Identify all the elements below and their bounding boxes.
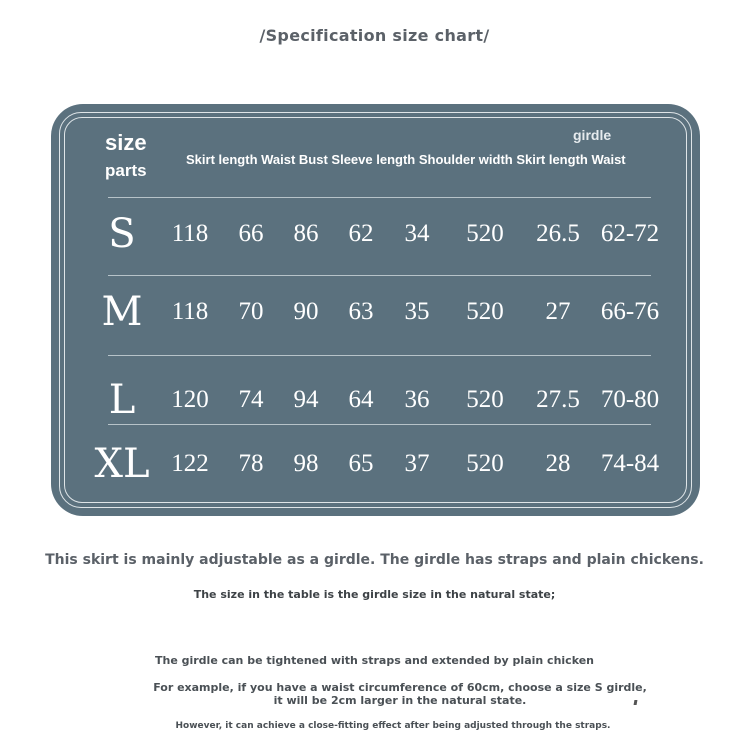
note-adjustable: This skirt is mainly adjustable as a girdle. The girdle has straps and plain chickens. — [45, 552, 704, 568]
table-cell: 520 — [466, 450, 504, 477]
table-cell: 118 — [171, 220, 209, 247]
table-cell: 62 — [348, 220, 374, 247]
table-cell: 26.5 — [536, 220, 580, 247]
size-chart-card — [51, 104, 700, 516]
table-cell: 74 — [238, 386, 264, 413]
header-girdle: girdle — [573, 127, 612, 143]
page-title: /Specification size chart/ — [259, 26, 490, 45]
size-label: L — [108, 377, 136, 423]
table-cell: 35 — [404, 298, 430, 325]
row-divider — [108, 424, 651, 425]
table-cell: 27.5 — [536, 386, 580, 413]
size-label: XL — [94, 441, 150, 487]
table-cell: 520 — [466, 298, 504, 325]
table-cell: 120 — [171, 386, 209, 413]
header-parts: parts — [105, 161, 147, 180]
table-cell: 27 — [545, 298, 571, 325]
table-cell: 70 — [238, 298, 264, 325]
table-cell: 94 — [293, 386, 319, 413]
row-divider — [108, 355, 651, 356]
table-cell: 74-84 — [600, 450, 660, 477]
table-cell: 520 — [466, 220, 504, 247]
table-cell: 28 — [545, 450, 571, 477]
table-cell: 65 — [348, 450, 374, 477]
table-cell: 78 — [238, 450, 264, 477]
table-cell: 66 — [238, 220, 264, 247]
table-cell: 36 — [404, 386, 430, 413]
table-cell: 122 — [171, 450, 209, 477]
size-label: M — [101, 289, 143, 335]
note-natural-state: The size in the table is the girdle size in the natural state; — [193, 588, 556, 601]
table-cell: 90 — [293, 298, 319, 325]
table-cell: 118 — [171, 298, 209, 325]
row-divider — [108, 197, 651, 198]
header-size: size — [105, 130, 147, 155]
table-cell: 62-72 — [600, 220, 660, 247]
note-example: For example, if you have a waist circumference of 60cm, choose a size S girdle, it will be 2cm larger in the natural state. — [153, 681, 647, 707]
table-cell: 34 — [404, 220, 430, 247]
size-label: S — [108, 211, 136, 257]
table-cell: 64 — [348, 386, 374, 413]
table-cell: 86 — [293, 220, 319, 247]
table-cell: 66-76 — [600, 298, 660, 325]
table-cell: 520 — [466, 386, 504, 413]
note-close-fitting: However, it can achieve a close-fitting effect after being adjusted through the straps. — [175, 721, 611, 731]
table-cell: 98 — [293, 450, 319, 477]
table-cell: 63 — [348, 298, 374, 325]
row-divider — [108, 275, 651, 276]
table-cell: 37 — [404, 450, 430, 477]
note-tightened: The girdle can be tightened with straps and extended by plain chicken — [154, 654, 595, 667]
header-columns: Skirt length Waist Bust Sleeve length Shoulder width Skirt length Waist — [186, 152, 626, 167]
table-cell: 70-80 — [600, 386, 660, 413]
